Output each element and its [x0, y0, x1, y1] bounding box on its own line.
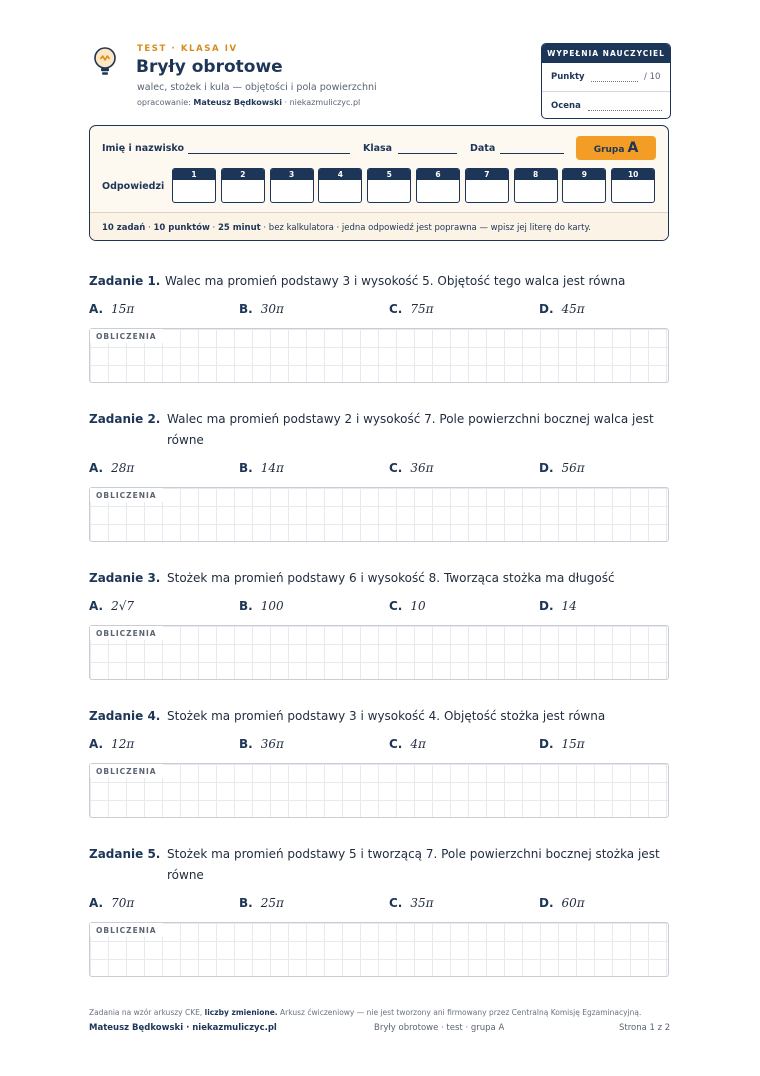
- calculation-area[interactable]: [89, 328, 669, 383]
- option-value: 60π: [561, 896, 585, 910]
- answer-box-number: 8: [515, 169, 557, 180]
- option-letter: D.: [539, 599, 554, 613]
- option-value: 100: [260, 599, 284, 613]
- option-letter: B.: [239, 599, 253, 613]
- option-b[interactable]: [239, 595, 284, 617]
- author-name: Mateusz Będkowski: [193, 98, 282, 107]
- option-a[interactable]: [89, 298, 134, 320]
- answer-box-number: 9: [563, 169, 605, 180]
- option-value: 70π: [111, 896, 135, 910]
- option-value: 14π: [260, 461, 284, 475]
- calculation-area[interactable]: [89, 625, 669, 680]
- option-value: 36π: [410, 461, 434, 475]
- task-text: Stożek ma promień podstawy 6 i wysokość 8. Tworząca stożka ma długość: [167, 571, 615, 585]
- answer-box-9[interactable]: [562, 168, 606, 203]
- option-letter: D.: [539, 302, 554, 316]
- info-tasks: 10 zadań: [102, 223, 146, 233]
- option-letter: B.: [239, 302, 253, 316]
- option-c[interactable]: [389, 733, 426, 755]
- option-letter: D.: [539, 737, 554, 751]
- calculation-label: OBLICZENIA: [90, 764, 163, 778]
- answer-box-4[interactable]: [318, 168, 362, 203]
- points-max: / 10: [644, 72, 661, 82]
- task-4: [89, 706, 669, 818]
- answer-box-8[interactable]: [514, 168, 558, 203]
- option-letter: C.: [389, 302, 403, 316]
- task-question: [89, 844, 669, 886]
- footer-note-end: Arkusz ćwiczeniowy — nie jest tworzony ani firmowany przez Centralną Komisję Egzaminacyjną.: [280, 1008, 642, 1017]
- calculation-area[interactable]: [89, 763, 669, 818]
- task-options: [89, 733, 669, 755]
- option-a[interactable]: [89, 892, 134, 914]
- task-3: [89, 568, 669, 680]
- grade-fill-line[interactable]: [588, 110, 662, 111]
- calculation-label: OBLICZENIA: [90, 626, 163, 640]
- footer-author: Mateusz Będkowski · niekazmuliczyc.pl: [89, 1023, 277, 1033]
- option-letter: D.: [539, 461, 554, 475]
- option-value: 12π: [111, 737, 135, 751]
- option-letter: B.: [239, 461, 253, 475]
- date-field[interactable]: [500, 153, 564, 154]
- card-info: 10 zadań · 10 punktów · 25 minut · bez kalkulatora · jedna odpowiedź jest poprawna — wpisz jej literę do karty.: [90, 212, 668, 241]
- option-value: 75π: [410, 302, 434, 316]
- option-value: 30π: [260, 302, 284, 316]
- option-letter: B.: [239, 737, 253, 751]
- task-label: Zadanie 2.: [89, 412, 161, 426]
- info-points: 10 punktów: [153, 223, 210, 233]
- task-question: [89, 568, 669, 589]
- answer-box-10[interactable]: [611, 168, 655, 203]
- calculation-label: OBLICZENIA: [90, 329, 163, 343]
- calculation-area[interactable]: [89, 487, 669, 542]
- answer-box-number: 7: [466, 169, 508, 180]
- option-d[interactable]: [539, 298, 585, 320]
- footer-note: [89, 1008, 641, 1017]
- answer-box-number: 4: [319, 169, 361, 180]
- answer-box-5[interactable]: [367, 168, 411, 203]
- answer-box-number: 10: [612, 169, 654, 180]
- option-c[interactable]: [389, 457, 434, 479]
- answer-box-3[interactable]: [270, 168, 314, 203]
- teacher-box: [541, 43, 671, 119]
- answer-box-number: 3: [271, 169, 313, 180]
- option-a[interactable]: [89, 457, 134, 479]
- info-time: 25 minut: [217, 223, 261, 233]
- grade-row: [542, 91, 670, 119]
- option-letter: C.: [389, 461, 403, 475]
- option-d[interactable]: [539, 892, 585, 914]
- option-letter: A.: [89, 599, 104, 613]
- option-c[interactable]: [389, 298, 434, 320]
- option-value: 45π: [561, 302, 585, 316]
- info-rest: · bez kalkulatora · jedna odpowiedź jest poprawna — wpisz jej literę do karty.: [263, 223, 591, 233]
- task-label: Zadanie 4.: [89, 709, 161, 723]
- answer-box-2[interactable]: [221, 168, 265, 203]
- option-value: 35π: [410, 896, 434, 910]
- answer-box-6[interactable]: [416, 168, 460, 203]
- task-label: Zadanie 5.: [89, 847, 161, 861]
- option-b[interactable]: [239, 298, 284, 320]
- option-c[interactable]: [389, 892, 434, 914]
- page-subtitle: walec, stożek i kula — objętości i pola powierzchni: [137, 82, 377, 93]
- task-text: Walec ma promień podstawy 3 i wysokość 5. Objętość tego walca jest równa: [165, 274, 626, 288]
- calculation-area[interactable]: [89, 922, 669, 977]
- option-letter: A.: [89, 461, 104, 475]
- option-letter: B.: [239, 896, 253, 910]
- task-label: Zadanie 1.: [89, 274, 161, 288]
- group-label: Grupa: [593, 145, 625, 155]
- option-b[interactable]: [239, 892, 284, 914]
- option-value: 36π: [260, 737, 284, 751]
- option-letter: C.: [389, 896, 403, 910]
- footer-note-bold: liczby zmienione.: [204, 1008, 278, 1017]
- task-text: Stożek ma promień podstawy 5 i tworzącą 7. Pole powierzchni bocznej stożka jest równe: [167, 847, 660, 882]
- option-letter: D.: [539, 896, 554, 910]
- calculation-label: OBLICZENIA: [90, 923, 163, 937]
- task-text: Stożek ma promień podstawy 3 i wysokość 4. Objętość stożka jest równa: [167, 709, 606, 723]
- option-b[interactable]: [239, 733, 284, 755]
- answer-box-number: 6: [417, 169, 459, 180]
- option-letter: A.: [89, 896, 104, 910]
- teacher-box-heading: WYPEŁNIA NAUCZYCIEL: [542, 44, 670, 63]
- answer-box-number: 2: [222, 169, 264, 180]
- grade-label: Ocena: [551, 101, 581, 111]
- name-label: Imię i nazwisko: [102, 143, 184, 154]
- date-label: Data: [470, 143, 496, 154]
- option-a[interactable]: [89, 733, 134, 755]
- group-badge: [576, 136, 656, 160]
- answers-label: Odpowiedzi: [102, 181, 165, 192]
- option-letter: C.: [389, 599, 403, 613]
- option-value: 2√7: [111, 599, 134, 613]
- task-options: [89, 892, 669, 914]
- option-letter: C.: [389, 737, 403, 751]
- option-letter: A.: [89, 737, 104, 751]
- name-field[interactable]: [188, 153, 350, 154]
- answer-box-number: 1: [173, 169, 215, 180]
- task-question: [89, 409, 669, 451]
- test-kicker: TEST · KLASA IV: [137, 44, 238, 54]
- option-d[interactable]: [539, 595, 577, 617]
- footer-title: Bryły obrotowe · test · grupa A: [374, 1023, 505, 1033]
- task-question: [89, 706, 669, 727]
- points-row: [542, 63, 670, 91]
- answer-card: [89, 125, 669, 241]
- answer-box-1[interactable]: [172, 168, 216, 203]
- points-fill-line[interactable]: [591, 81, 638, 82]
- task-5: [89, 844, 669, 977]
- option-value: 15π: [111, 302, 135, 316]
- group-value: A: [627, 140, 639, 156]
- author-site: · niekazmuliczyc.pl: [284, 98, 361, 107]
- option-letter: A.: [89, 302, 104, 316]
- answer-box-number: 5: [368, 169, 410, 180]
- author-prefix: opracowanie:: [137, 98, 191, 107]
- option-value: 56π: [561, 461, 585, 475]
- task-question: [89, 271, 669, 292]
- task-options: [89, 298, 669, 320]
- option-c[interactable]: [389, 595, 426, 617]
- task-2: [89, 409, 669, 542]
- calculation-label: OBLICZENIA: [90, 488, 163, 502]
- option-value: 28π: [111, 461, 135, 475]
- task-label: Zadanie 3.: [89, 571, 161, 585]
- option-value: 25π: [260, 896, 284, 910]
- option-d[interactable]: [539, 733, 585, 755]
- option-value: 4π: [410, 737, 426, 751]
- class-field[interactable]: [398, 153, 457, 154]
- option-value: 10: [410, 599, 426, 613]
- points-label: Punkty: [551, 72, 585, 82]
- lightbulb-icon: [92, 46, 118, 78]
- option-a[interactable]: [89, 595, 134, 617]
- option-value: 15π: [561, 737, 585, 751]
- option-value: 14: [561, 599, 577, 613]
- page-number: Strona 1 z 2: [619, 1023, 671, 1033]
- footer-note-start: Zadania na wzór arkuszy CKE,: [89, 1008, 203, 1017]
- option-d[interactable]: [539, 457, 585, 479]
- task-text: Walec ma promień podstawy 2 i wysokość 7. Pole powierzchni bocznej walca jest równe: [167, 412, 654, 447]
- option-b[interactable]: [239, 457, 284, 479]
- author-line: [137, 98, 360, 107]
- class-label: Klasa: [363, 143, 393, 154]
- task-options: [89, 457, 669, 479]
- answer-box-7[interactable]: [465, 168, 509, 203]
- task-1: [89, 271, 669, 383]
- task-options: [89, 595, 669, 617]
- page-title: Bryły obrotowe: [136, 57, 283, 77]
